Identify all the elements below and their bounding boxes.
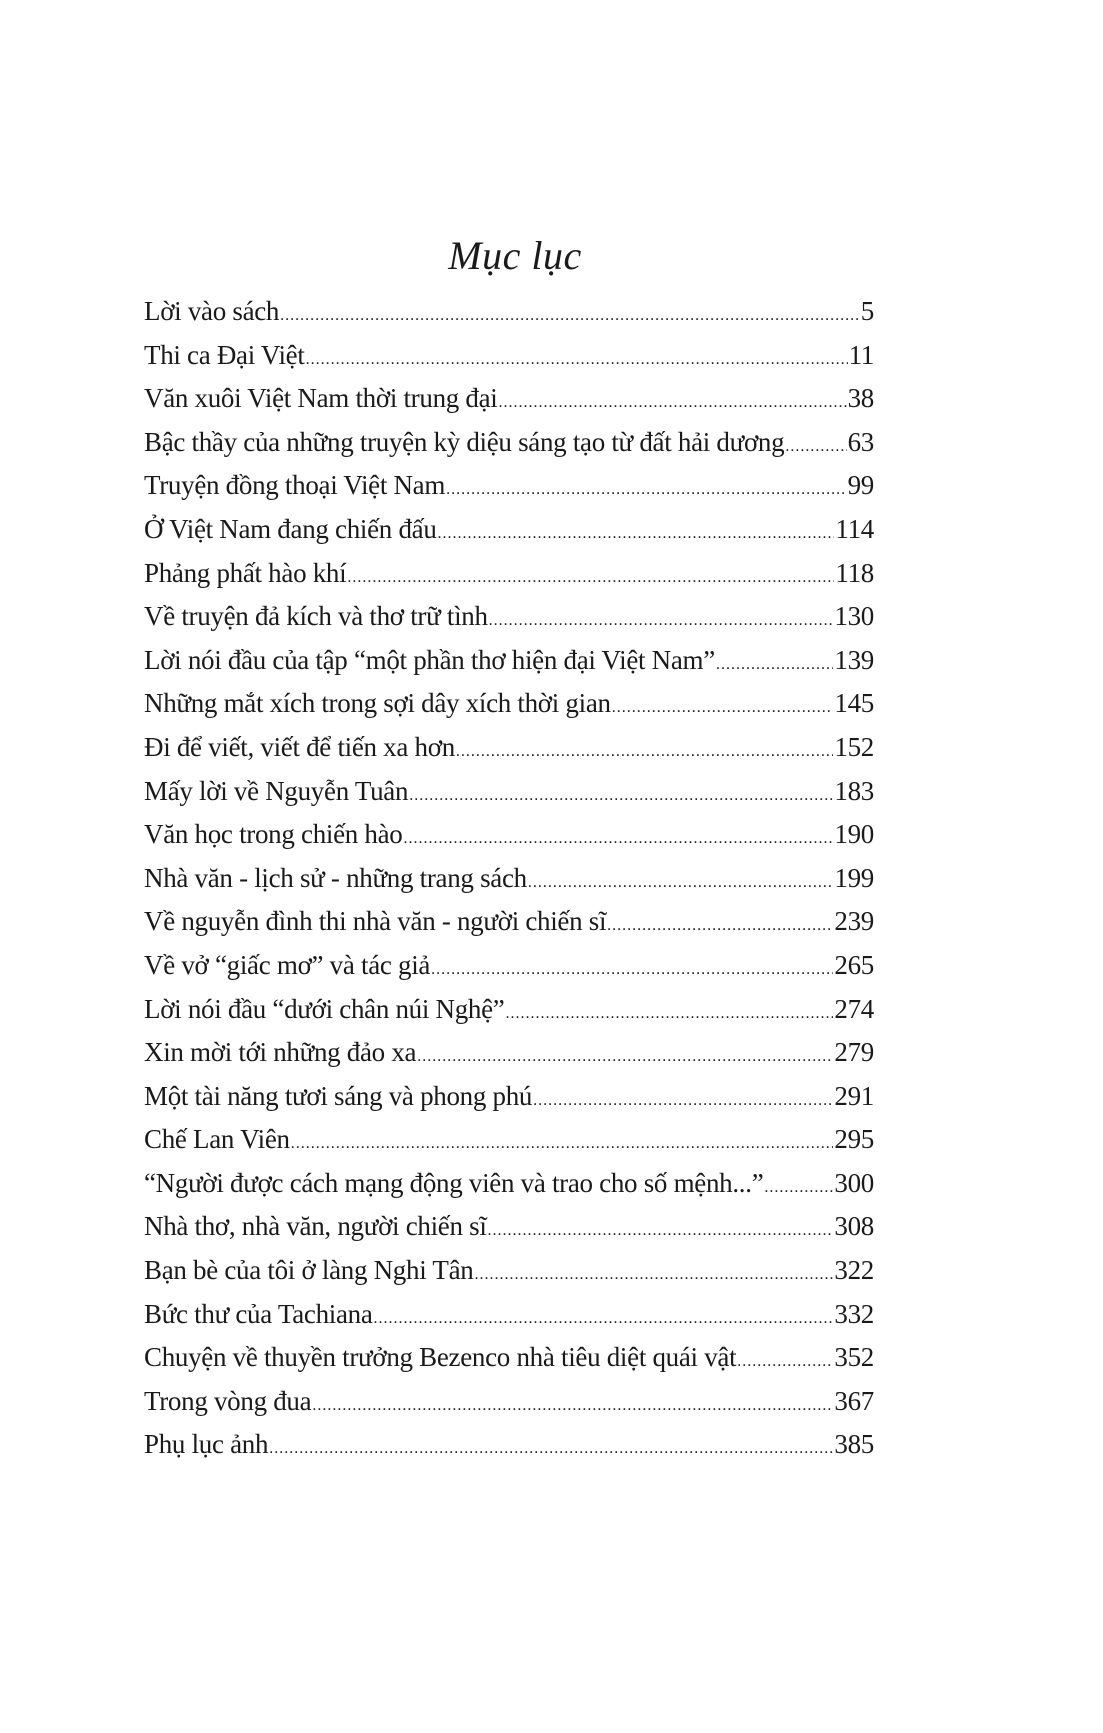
- toc-entry-page-number: 279: [834, 1037, 874, 1068]
- toc-entry: [144, 1423, 874, 1467]
- toc-entry-page-number: 63: [847, 426, 874, 457]
- toc-entry-page-number: 274: [834, 993, 874, 1024]
- toc-entry: [144, 464, 874, 508]
- toc-entry: [144, 1162, 874, 1206]
- toc-entry-page-number: 308: [834, 1211, 874, 1242]
- toc-entry-page-number: 190: [834, 819, 874, 850]
- toc-entry-title: Truyện đồng thoại Việt Nam: [144, 470, 446, 501]
- toc-entry-page-number: 385: [834, 1429, 874, 1460]
- toc-entry: [144, 813, 874, 857]
- toc-entry-title: Chế Lan Viên: [144, 1124, 290, 1155]
- dot-leader: [489, 595, 834, 639]
- toc-entry-page-number: 118: [835, 557, 874, 588]
- dot-leader: [737, 1336, 833, 1380]
- dot-leader: [533, 1075, 833, 1119]
- toc-entry-title: Ở Việt Nam đang chiến đấu: [144, 513, 437, 544]
- toc-entry-title: Bức thư của Tachiana: [144, 1298, 373, 1329]
- toc-entry-page-number: 99: [847, 470, 874, 501]
- toc-entry-title: “Người được cách mạng động viên và trao cho số mệnh...”: [144, 1167, 764, 1198]
- dot-leader: [456, 726, 834, 770]
- dot-leader: [474, 1249, 833, 1293]
- dot-leader: [499, 377, 847, 421]
- toc-entry: [144, 1380, 874, 1424]
- toc-entry-title: Về nguyễn đình thi nhà văn - người chiến sĩ: [144, 906, 607, 937]
- toc-entry-title: Những mắt xích trong sợi dây xích thời gian: [144, 688, 611, 719]
- toc-entry: [144, 726, 874, 770]
- toc-entry-page-number: 145: [834, 688, 874, 719]
- toc-entry: [144, 1336, 874, 1380]
- dot-leader: [431, 944, 833, 988]
- toc-entry-page-number: 38: [847, 383, 874, 414]
- toc-entry-title: Phụ lục ảnh: [144, 1429, 269, 1460]
- toc-entry: [144, 508, 874, 552]
- toc-entry-title: Nhà thơ, nhà văn, người chiến sĩ: [144, 1211, 487, 1242]
- dot-leader: [446, 464, 847, 508]
- toc-entry-title: Một tài năng tươi sáng và phong phú: [144, 1080, 533, 1111]
- toc-entry-page-number: 130: [834, 601, 874, 632]
- toc-entry: [144, 1118, 874, 1162]
- table-of-contents: [144, 290, 874, 1467]
- toc-entry: [144, 334, 874, 378]
- toc-entry-page-number: 291: [834, 1080, 874, 1111]
- toc-entry-title: Phảng phất hào khí: [144, 557, 347, 588]
- toc-entry: [144, 1205, 874, 1249]
- dot-leader: [306, 334, 848, 378]
- toc-entry: [144, 595, 874, 639]
- dot-leader: [438, 508, 835, 552]
- toc-entry: [144, 1249, 874, 1293]
- dot-leader: [374, 1293, 834, 1337]
- dot-leader: [607, 900, 833, 944]
- dot-leader: [716, 639, 833, 683]
- toc-entry-title: Lời nói đầu “dưới chân núi Nghệ”: [144, 993, 505, 1024]
- toc-entry: [144, 421, 874, 465]
- dot-leader: [488, 1205, 834, 1249]
- toc-entry-page-number: 114: [835, 513, 874, 544]
- toc-entry: [144, 988, 874, 1032]
- toc-entry-page-number: 300: [834, 1167, 874, 1198]
- toc-entry: [144, 857, 874, 901]
- toc-entry-page-number: 367: [834, 1385, 874, 1416]
- toc-entry-page-number: 5: [860, 296, 874, 326]
- dot-leader: [417, 1031, 833, 1075]
- page-title: Mục lục: [448, 233, 582, 278]
- dot-leader: [269, 1423, 833, 1467]
- toc-entry-page-number: 295: [834, 1124, 874, 1155]
- dot-leader: [404, 813, 834, 857]
- toc-entry-page-number: 239: [834, 906, 874, 937]
- toc-entry-page-number: 332: [834, 1298, 874, 1329]
- toc-entry: [144, 290, 874, 334]
- toc-entry-page-number: 199: [834, 862, 874, 893]
- toc-entry: [144, 900, 874, 944]
- toc-entry: [144, 1075, 874, 1119]
- toc-entry-title: Mấy lời về Nguyễn Tuân: [144, 775, 409, 806]
- toc-entry-page-number: 183: [834, 775, 874, 806]
- toc-entry-title: Lời nói đầu của tập “một phần thơ hiện đại Việt Nam”: [144, 644, 715, 675]
- toc-entry: [144, 377, 874, 421]
- dot-leader: [785, 421, 846, 465]
- toc-entry: [144, 770, 874, 814]
- dot-leader: [612, 682, 834, 726]
- dot-leader: [280, 290, 860, 334]
- dot-leader: [312, 1380, 833, 1424]
- toc-entry-page-number: 152: [834, 731, 874, 762]
- toc-entry-title: Văn học trong chiến hào: [144, 819, 403, 850]
- toc-entry-page-number: 11: [848, 339, 874, 370]
- toc-entry: [144, 552, 874, 596]
- toc-entry-title: Thi ca Đại Việt: [144, 339, 305, 370]
- toc-entry-title: Bạn bè của tôi ở làng Nghi Tân: [144, 1255, 474, 1286]
- dot-leader: [409, 770, 833, 814]
- toc-entry-title: Xin mời tới những đảo xa: [144, 1037, 417, 1068]
- toc-entry: [144, 639, 874, 683]
- toc-entry-page-number: 352: [834, 1342, 874, 1373]
- toc-entry-title: Về truyện đả kích và thơ trữ tình: [144, 601, 488, 632]
- toc-entry-page-number: 322: [834, 1255, 874, 1286]
- dot-leader: [506, 988, 834, 1032]
- dot-leader: [528, 857, 834, 901]
- toc-entry-title: Trong vòng đua: [144, 1385, 312, 1416]
- dot-leader: [347, 552, 834, 596]
- toc-entry: [144, 944, 874, 988]
- dot-leader: [291, 1118, 834, 1162]
- toc-entry-page-number: 139: [834, 644, 874, 675]
- toc-entry-title: Nhà văn - lịch sử - những trang sách: [144, 862, 527, 893]
- toc-entry-title: Chuyện về thuyền trưởng Bezenco nhà tiêu diệt quái vật: [144, 1342, 737, 1373]
- toc-entry-page-number: 265: [834, 949, 874, 980]
- toc-entry-title: Văn xuôi Việt Nam thời trung đại: [144, 383, 498, 414]
- toc-entry: [144, 1293, 874, 1337]
- toc-entry: [144, 1031, 874, 1075]
- toc-entry-title: Đi để viết, viết để tiến xa hơn: [144, 731, 455, 762]
- toc-entry-title: Lời vào sách: [144, 296, 280, 326]
- toc-entry: [144, 682, 874, 726]
- toc-entry-title: Về vở “giấc mơ” và tác giả: [144, 949, 431, 980]
- toc-entry-title: Bậc thầy của những truyện kỳ diệu sáng tạo từ đất hải dương: [144, 426, 785, 457]
- dot-leader: [764, 1162, 833, 1206]
